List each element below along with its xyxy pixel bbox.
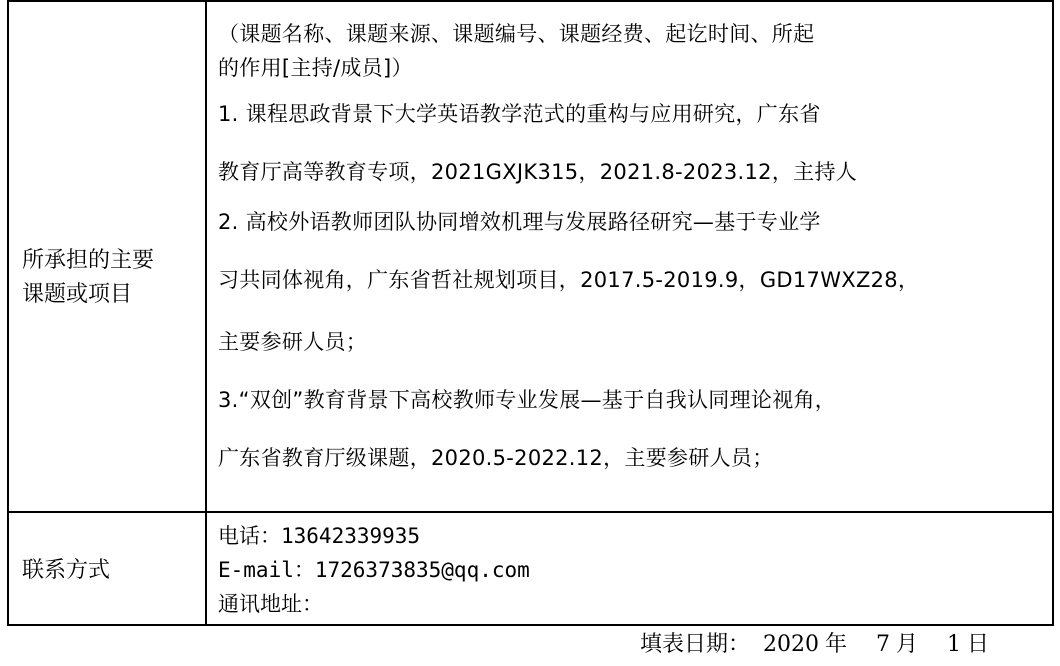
table-right-border	[1052, 0, 1054, 626]
fill-date-prefix: 填表日期：	[640, 632, 751, 657]
table-row-divider	[7, 511, 1054, 513]
project-item-3-line2: 广东省教育厅级课题，2020.5-2022.12，主要参研人员；	[218, 446, 774, 470]
project-item-2-line1: 2. 高校外语教师团队协同增效机理与发展路径研究—基于专业学	[218, 210, 821, 234]
fill-date-day: 1	[947, 632, 962, 657]
projects-label-line2: 课题或项目	[22, 282, 133, 307]
project-item-1-line1: 1. 课程思政背景下大学英语教学范式的重构与应用研究，广东省	[218, 102, 821, 126]
contact-email: E-mail：1726373835@qq.com	[218, 558, 530, 582]
projects-instruction-line1: （课题名称、课题来源、课题编号、课题经费、起讫时间、所起	[218, 22, 815, 46]
project-item-2-line3: 主要参研人员；	[218, 330, 368, 354]
fill-date-month-unit: 月	[896, 632, 919, 657]
fill-date	[640, 627, 995, 663]
projects-label-line1: 所承担的主要	[22, 248, 155, 273]
projects-label	[22, 244, 154, 312]
project-item-2-line2: 习共同体视角，广东省哲社规划项目，2017.5-2019.9，GD17WXZ28，	[218, 268, 920, 292]
table-left-border	[7, 0, 9, 626]
table-top-border	[7, 0, 1054, 2]
project-item-1-line2: 教育厅高等教育专项，2021GXJK315，2021.8-2023.12，主持人	[218, 160, 858, 184]
table-bottom-border	[7, 624, 1054, 626]
fill-date-day-unit: 日	[967, 632, 990, 657]
contact-address: 通讯地址：	[218, 592, 323, 616]
contact-phone: 电话：13642339935	[218, 524, 421, 548]
contact-label: 联系方式	[22, 558, 111, 583]
projects-instruction-line2: 的作用[主持/成员]）	[218, 56, 413, 80]
fill-date-year: 2020	[763, 632, 820, 657]
fill-date-month: 7	[876, 632, 891, 657]
table-column-divider	[205, 0, 207, 626]
project-item-3-line1: 3.“双创”教育背景下高校教师专业发展—基于自我认同理论视角，	[218, 388, 837, 412]
fill-date-year-unit: 年	[825, 632, 848, 657]
